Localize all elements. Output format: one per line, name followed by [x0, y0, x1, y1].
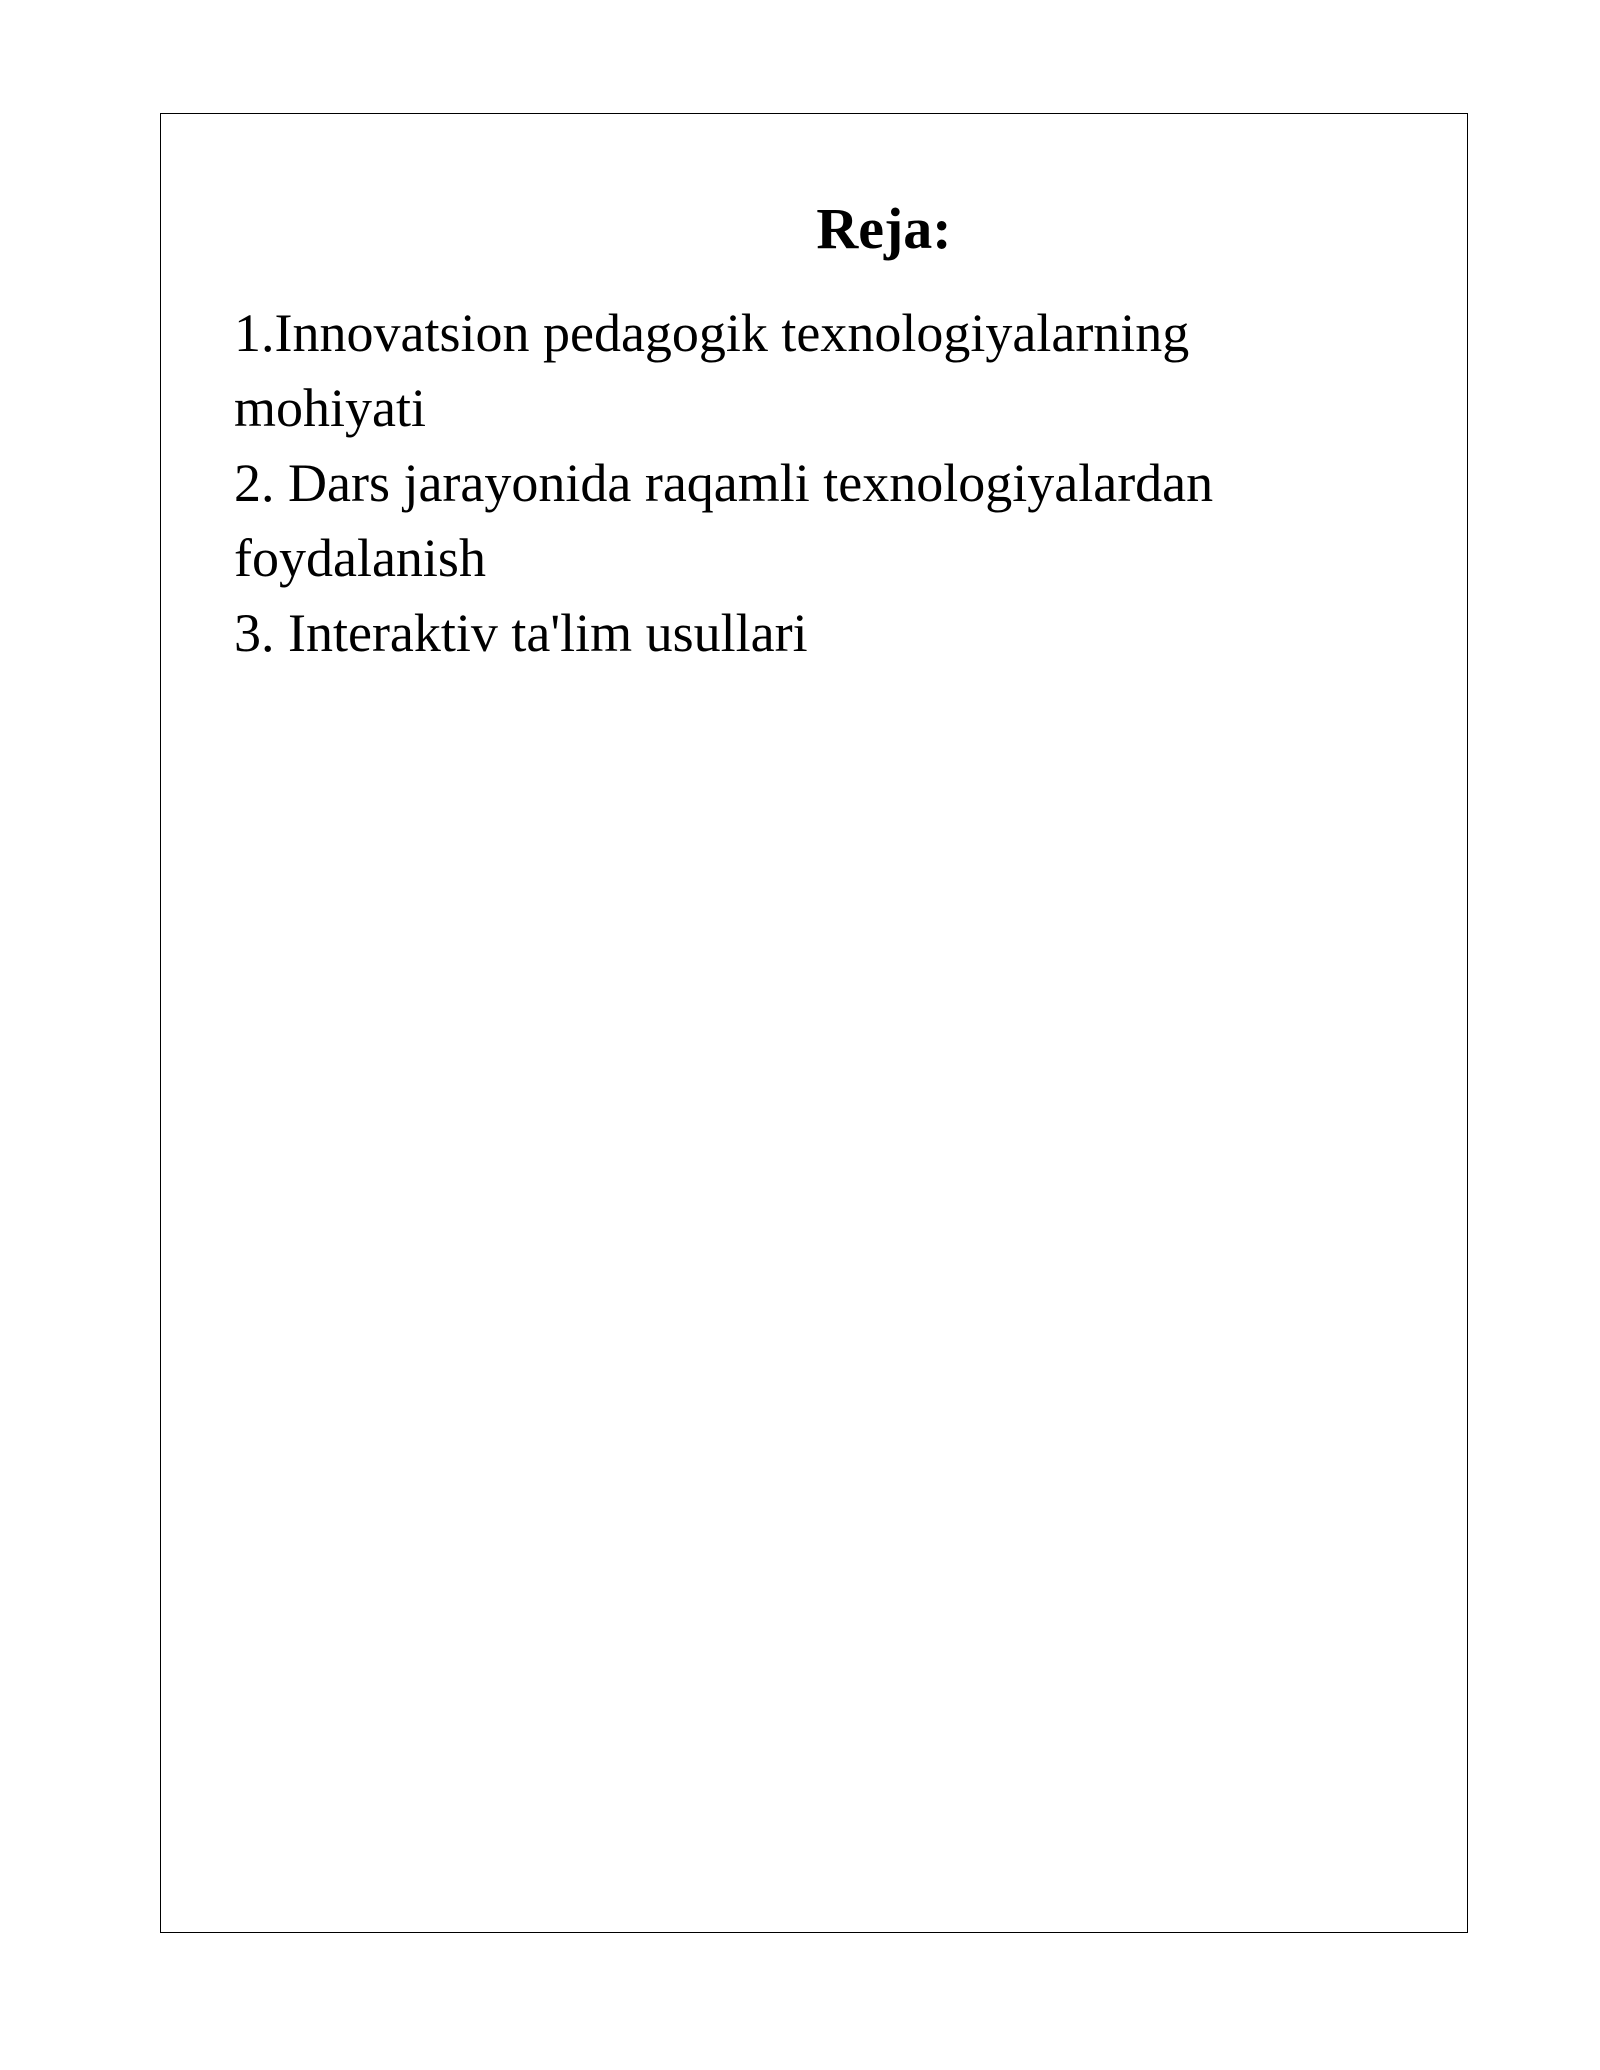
plan-item-3: 3. Interaktiv ta'lim usullari: [234, 603, 808, 663]
plan-list: [234, 296, 1374, 671]
document-page: [160, 113, 1468, 1933]
plan-item-2: 2. Dars jarayonida raqamli texnologiyalardan foydalanish: [234, 453, 1214, 588]
page-title: Reja:: [816, 196, 952, 261]
plan-item-1: 1.Innovatsion pedagogik texnologiyalarning mohiyati: [234, 303, 1190, 438]
